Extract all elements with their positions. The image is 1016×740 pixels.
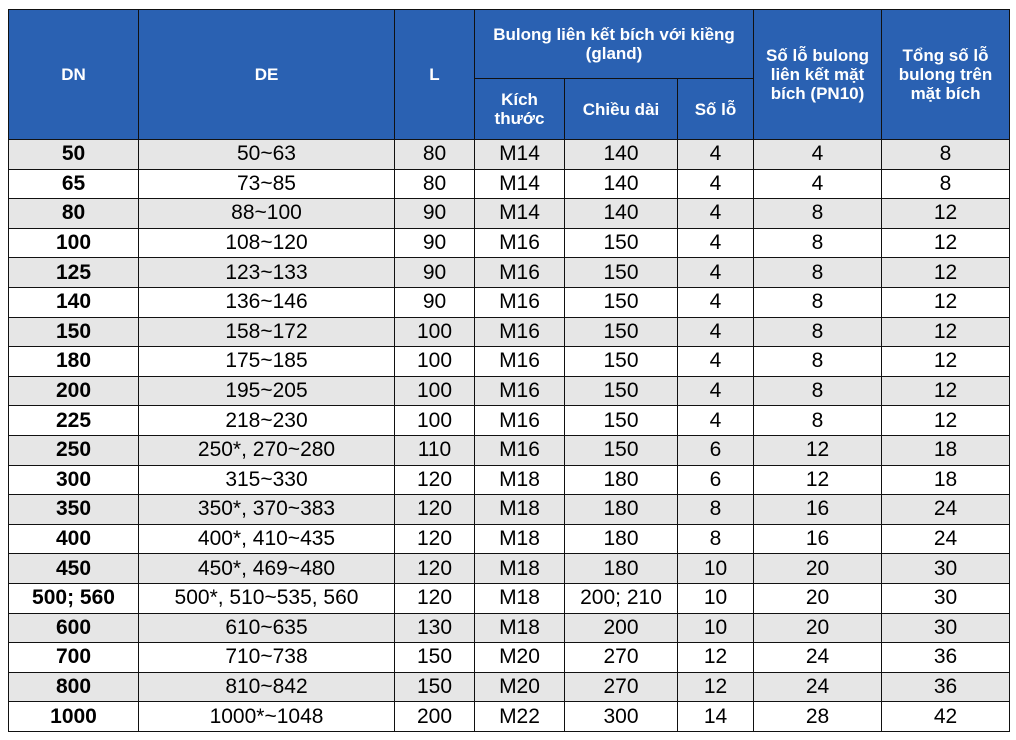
flange-holes-cell: 28 — [754, 702, 882, 732]
l-cell: 100 — [395, 347, 475, 377]
dn-cell: 800 — [9, 672, 139, 702]
bolt-size-cell: M16 — [475, 228, 565, 258]
bolt-size-cell: M18 — [475, 465, 565, 495]
dn-cell: 600 — [9, 613, 139, 643]
l-cell: 100 — [395, 376, 475, 406]
l-cell: 100 — [395, 317, 475, 347]
l-cell: 90 — [395, 228, 475, 258]
de-cell: 350*, 370~383 — [139, 495, 395, 525]
de-cell: 710~738 — [139, 643, 395, 673]
de-cell: 123~133 — [139, 258, 395, 288]
dn-cell: 80 — [9, 199, 139, 229]
dn-cell: 50 — [9, 140, 139, 170]
flange-holes-cell: 16 — [754, 495, 882, 525]
bolt-holes-cell: 6 — [678, 465, 754, 495]
header-de: DE — [139, 10, 395, 140]
total-holes-cell: 12 — [882, 199, 1010, 229]
bolt-size-cell: M18 — [475, 524, 565, 554]
flange-holes-cell: 8 — [754, 347, 882, 377]
total-holes-cell: 18 — [882, 465, 1010, 495]
flange-holes-cell: 8 — [754, 317, 882, 347]
table-row — [9, 613, 1010, 643]
total-holes-cell: 12 — [882, 287, 1010, 317]
bolt-size-cell: M22 — [475, 702, 565, 732]
bolt-size-cell: M20 — [475, 643, 565, 673]
bolt-size-cell: M14 — [475, 140, 565, 170]
table-row — [9, 465, 1010, 495]
l-cell: 100 — [395, 406, 475, 436]
bolt-size-cell: M16 — [475, 406, 565, 436]
bolt-length-cell: 150 — [565, 228, 678, 258]
de-cell: 108~120 — [139, 228, 395, 258]
total-holes-cell: 42 — [882, 702, 1010, 732]
bolt-size-cell: M16 — [475, 376, 565, 406]
l-cell: 150 — [395, 643, 475, 673]
dn-cell: 125 — [9, 258, 139, 288]
total-holes-cell: 36 — [882, 672, 1010, 702]
bolt-length-cell: 150 — [565, 347, 678, 377]
bolt-length-cell: 140 — [565, 199, 678, 229]
bolt-holes-cell: 14 — [678, 702, 754, 732]
bolt-length-cell: 270 — [565, 672, 678, 702]
bolt-spec-table — [8, 9, 1010, 732]
l-cell: 120 — [395, 583, 475, 613]
flange-holes-cell: 8 — [754, 406, 882, 436]
header-gland-group: Bulong liên kết bích với kiềng (gland) — [475, 10, 754, 79]
bolt-holes-cell: 10 — [678, 613, 754, 643]
dn-cell: 700 — [9, 643, 139, 673]
bolt-size-cell: M14 — [475, 199, 565, 229]
total-holes-cell: 12 — [882, 228, 1010, 258]
flange-holes-cell: 4 — [754, 140, 882, 170]
de-cell: 88~100 — [139, 199, 395, 229]
header-flange-holes: Số lỗ bulong liên kết mặt bích (PN10) — [754, 10, 882, 140]
bolt-size-cell: M14 — [475, 169, 565, 199]
table-row — [9, 495, 1010, 525]
dn-cell: 65 — [9, 169, 139, 199]
bolt-length-cell: 150 — [565, 317, 678, 347]
l-cell: 90 — [395, 258, 475, 288]
dn-cell: 250 — [9, 435, 139, 465]
table-row — [9, 228, 1010, 258]
dn-cell: 350 — [9, 495, 139, 525]
bolt-holes-cell: 10 — [678, 583, 754, 613]
total-holes-cell: 12 — [882, 347, 1010, 377]
total-holes-cell: 30 — [882, 583, 1010, 613]
de-cell: 315~330 — [139, 465, 395, 495]
header-length: Chiều dài — [565, 79, 678, 140]
flange-holes-cell: 20 — [754, 613, 882, 643]
header-size: Kích thước — [475, 79, 565, 140]
bolt-holes-cell: 4 — [678, 199, 754, 229]
header-holes: Số lỗ — [678, 79, 754, 140]
flange-holes-cell: 8 — [754, 199, 882, 229]
de-cell: 610~635 — [139, 613, 395, 643]
de-cell: 136~146 — [139, 287, 395, 317]
de-cell: 1000*~1048 — [139, 702, 395, 732]
dn-cell: 400 — [9, 524, 139, 554]
bolt-holes-cell: 8 — [678, 495, 754, 525]
table-row — [9, 376, 1010, 406]
bolt-length-cell: 180 — [565, 465, 678, 495]
dn-cell: 140 — [9, 287, 139, 317]
table-row — [9, 258, 1010, 288]
bolt-size-cell: M16 — [475, 435, 565, 465]
bolt-size-cell: M18 — [475, 495, 565, 525]
table-row — [9, 643, 1010, 673]
header-dn: DN — [9, 10, 139, 140]
flange-holes-cell: 16 — [754, 524, 882, 554]
flange-holes-cell: 20 — [754, 583, 882, 613]
table-row — [9, 140, 1010, 170]
de-cell: 50~63 — [139, 140, 395, 170]
bolt-length-cell: 150 — [565, 435, 678, 465]
bolt-holes-cell: 4 — [678, 347, 754, 377]
total-holes-cell: 24 — [882, 524, 1010, 554]
bolt-size-cell: M20 — [475, 672, 565, 702]
l-cell: 80 — [395, 140, 475, 170]
dn-cell: 100 — [9, 228, 139, 258]
l-cell: 120 — [395, 495, 475, 525]
bolt-holes-cell: 4 — [678, 287, 754, 317]
l-cell: 120 — [395, 524, 475, 554]
total-holes-cell: 18 — [882, 435, 1010, 465]
header-l: L — [395, 10, 475, 140]
table-row — [9, 672, 1010, 702]
flange-holes-cell: 20 — [754, 554, 882, 584]
table-row — [9, 702, 1010, 732]
de-cell: 400*, 410~435 — [139, 524, 395, 554]
dn-cell: 450 — [9, 554, 139, 584]
bolt-holes-cell: 8 — [678, 524, 754, 554]
dn-cell: 200 — [9, 376, 139, 406]
bolt-length-cell: 180 — [565, 524, 678, 554]
bolt-holes-cell: 4 — [678, 258, 754, 288]
total-holes-cell: 12 — [882, 258, 1010, 288]
bolt-length-cell: 200; 210 — [565, 583, 678, 613]
l-cell: 120 — [395, 554, 475, 584]
dn-cell: 1000 — [9, 702, 139, 732]
bolt-length-cell: 200 — [565, 613, 678, 643]
bolt-size-cell: M18 — [475, 583, 565, 613]
de-cell: 810~842 — [139, 672, 395, 702]
total-holes-cell: 8 — [882, 140, 1010, 170]
bolt-length-cell: 140 — [565, 169, 678, 199]
de-cell: 195~205 — [139, 376, 395, 406]
bolt-length-cell: 150 — [565, 287, 678, 317]
bolt-length-cell: 150 — [565, 258, 678, 288]
bolt-holes-cell: 4 — [678, 169, 754, 199]
bolt-length-cell: 300 — [565, 702, 678, 732]
bolt-holes-cell: 4 — [678, 406, 754, 436]
l-cell: 90 — [395, 199, 475, 229]
l-cell: 80 — [395, 169, 475, 199]
bolt-length-cell: 270 — [565, 643, 678, 673]
bolt-holes-cell: 4 — [678, 140, 754, 170]
l-cell: 150 — [395, 672, 475, 702]
table-row — [9, 435, 1010, 465]
l-cell: 200 — [395, 702, 475, 732]
total-holes-cell: 12 — [882, 406, 1010, 436]
bolt-holes-cell: 6 — [678, 435, 754, 465]
de-cell: 500*, 510~535, 560 — [139, 583, 395, 613]
bolt-size-cell: M16 — [475, 347, 565, 377]
l-cell: 120 — [395, 465, 475, 495]
bolt-holes-cell: 10 — [678, 554, 754, 584]
table-row — [9, 199, 1010, 229]
total-holes-cell: 12 — [882, 376, 1010, 406]
bolt-size-cell: M16 — [475, 258, 565, 288]
header-total-holes: Tổng số lỗ bulong trên mặt bích — [882, 10, 1010, 140]
bolt-length-cell: 180 — [565, 495, 678, 525]
de-cell: 175~185 — [139, 347, 395, 377]
dn-cell: 300 — [9, 465, 139, 495]
table-row — [9, 554, 1010, 584]
bolt-size-cell: M16 — [475, 317, 565, 347]
bolt-length-cell: 150 — [565, 376, 678, 406]
flange-holes-cell: 8 — [754, 258, 882, 288]
flange-holes-cell: 4 — [754, 169, 882, 199]
de-cell: 218~230 — [139, 406, 395, 436]
bolt-length-cell: 140 — [565, 140, 678, 170]
dn-cell: 500; 560 — [9, 583, 139, 613]
table-row — [9, 583, 1010, 613]
flange-holes-cell: 24 — [754, 672, 882, 702]
flange-holes-cell: 12 — [754, 465, 882, 495]
bolt-holes-cell: 4 — [678, 376, 754, 406]
bolt-size-cell: M16 — [475, 287, 565, 317]
bolt-holes-cell: 4 — [678, 317, 754, 347]
total-holes-cell: 30 — [882, 554, 1010, 584]
total-holes-cell: 12 — [882, 317, 1010, 347]
bolt-holes-cell: 12 — [678, 643, 754, 673]
flange-holes-cell: 8 — [754, 376, 882, 406]
flange-holes-cell: 24 — [754, 643, 882, 673]
total-holes-cell: 30 — [882, 613, 1010, 643]
total-holes-cell: 36 — [882, 643, 1010, 673]
bolt-size-cell: M18 — [475, 554, 565, 584]
dn-cell: 180 — [9, 347, 139, 377]
de-cell: 250*, 270~280 — [139, 435, 395, 465]
table-body — [9, 140, 1010, 732]
table-row — [9, 347, 1010, 377]
dn-cell: 225 — [9, 406, 139, 436]
de-cell: 158~172 — [139, 317, 395, 347]
bolt-holes-cell: 12 — [678, 672, 754, 702]
table-row — [9, 406, 1010, 436]
dn-cell: 150 — [9, 317, 139, 347]
table-row — [9, 287, 1010, 317]
de-cell: 450*, 469~480 — [139, 554, 395, 584]
bolt-holes-cell: 4 — [678, 228, 754, 258]
table-row — [9, 317, 1010, 347]
flange-holes-cell: 12 — [754, 435, 882, 465]
flange-holes-cell: 8 — [754, 287, 882, 317]
bolt-length-cell: 150 — [565, 406, 678, 436]
de-cell: 73~85 — [139, 169, 395, 199]
flange-holes-cell: 8 — [754, 228, 882, 258]
bolt-size-cell: M18 — [475, 613, 565, 643]
l-cell: 130 — [395, 613, 475, 643]
total-holes-cell: 8 — [882, 169, 1010, 199]
bolt-length-cell: 180 — [565, 554, 678, 584]
l-cell: 110 — [395, 435, 475, 465]
table-row — [9, 169, 1010, 199]
table-row — [9, 524, 1010, 554]
l-cell: 90 — [395, 287, 475, 317]
total-holes-cell: 24 — [882, 495, 1010, 525]
